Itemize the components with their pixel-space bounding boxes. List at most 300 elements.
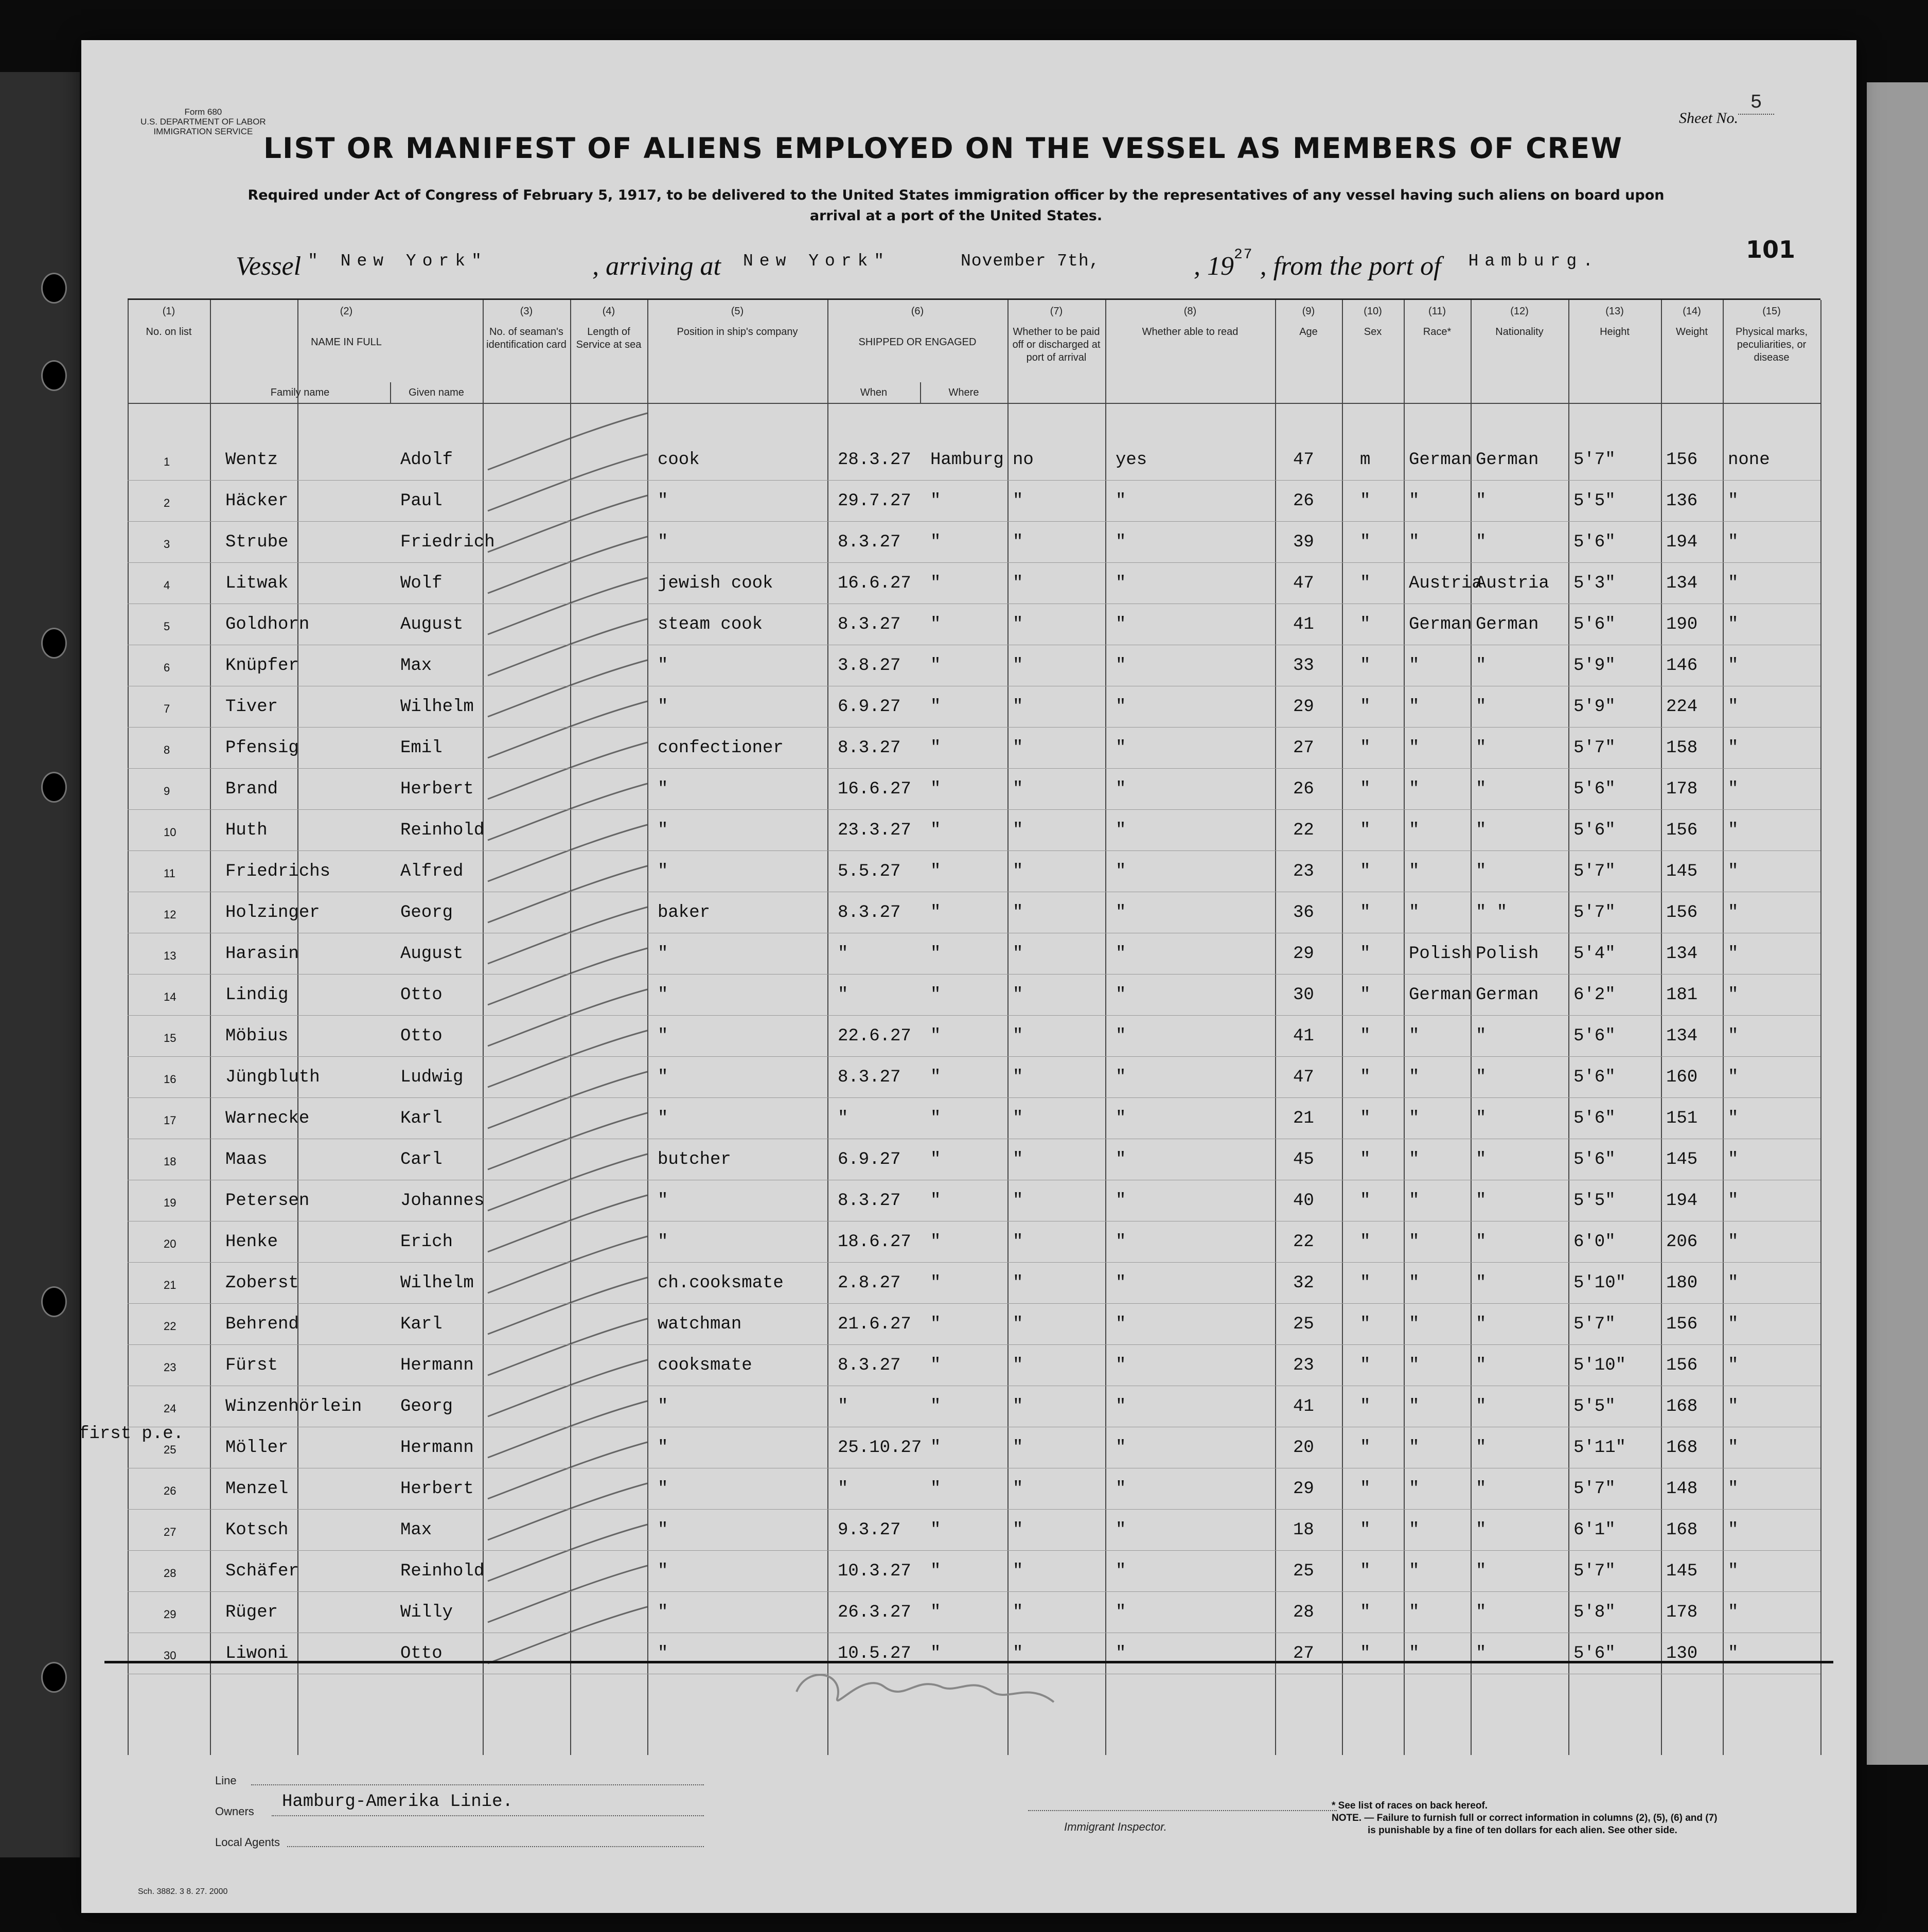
cell-family: Warnecke [225,1109,310,1128]
cell-nationality: " [1476,1356,1487,1375]
left-page-edge [0,72,80,1857]
cell-age: 47 [1293,574,1314,593]
column-header: Sex [1364,326,1382,338]
cell-height: 5'10" [1573,1273,1626,1293]
cell-read: " [1116,1150,1126,1169]
cell-age: 22 [1293,1232,1314,1252]
cell-nationality: German [1476,450,1539,470]
cell-when: 16.6.27 [838,574,911,593]
cell-sex: " [1360,1315,1371,1334]
cell-no: 12 [164,908,176,921]
table-row [128,1221,1820,1262]
cell-read: " [1116,1520,1126,1540]
cell-sex: " [1360,1109,1371,1128]
cell-paid: " [1013,1397,1023,1416]
cell-where: " [930,1026,941,1046]
cell-height: 5'6" [1573,1150,1616,1169]
cell-when: 8.3.27 [838,615,901,634]
cell-race: " [1409,821,1420,840]
cell-read: " [1116,1026,1126,1046]
cell-height: 5'7" [1573,738,1616,758]
binder-hole [41,273,67,304]
cell-read: " [1116,1644,1126,1663]
cell-read: " [1116,491,1126,511]
table-row [128,892,1820,933]
cell-sex: " [1360,1068,1371,1087]
cell-where: " [930,1356,941,1375]
cell-sex: " [1360,697,1371,717]
cell-marks: " [1728,1150,1739,1169]
cell-age: 39 [1293,533,1314,552]
cell-read: " [1116,738,1126,758]
cell-nationality: " [1476,1520,1487,1540]
table-row [128,1550,1820,1591]
cell-paid: " [1013,1562,1023,1581]
cell-height: 5'11" [1573,1438,1626,1458]
cell-position: cooksmate [658,1356,752,1375]
cell-race: " [1409,1315,1420,1334]
cell-no: 20 [164,1237,176,1250]
cell-marks: " [1728,697,1739,717]
cell-nationality: " [1476,1438,1487,1458]
cell-no: 14 [164,990,176,1003]
cell-age: 47 [1293,450,1314,470]
cell-marks: " [1728,985,1739,1005]
cell-family: Winzenhörlein [225,1397,362,1416]
cell-family: Huth [225,821,268,840]
agents-field [287,1846,704,1847]
cell-marks: " [1728,1191,1739,1211]
cell-race: " [1409,1438,1420,1458]
cell-when: " [838,1479,848,1499]
cell-age: 21 [1293,1109,1314,1128]
cell-age: 26 [1293,779,1314,799]
column-number: (11) [1428,306,1446,317]
cell-weight: 168 [1666,1397,1698,1416]
table-row [128,645,1820,686]
cell-nationality: " [1476,1315,1487,1334]
cell-paid: no [1013,450,1034,470]
cell-no: 5 [164,620,170,633]
cell-marks: " [1728,1397,1739,1416]
column-subheader: When [860,387,888,398]
table-row [128,850,1820,892]
cell-given: Georg [400,1397,453,1416]
cell-age: 30 [1293,985,1314,1005]
cell-sex: " [1360,491,1371,511]
cell-paid: " [1013,1191,1023,1211]
departure-port: Hamburg. [1468,252,1600,271]
cell-sex: " [1360,1356,1371,1375]
cell-read: " [1116,862,1126,881]
cell-family: Zoberst [225,1273,299,1293]
cell-family: Pfensig [225,738,299,758]
cell-paid: " [1013,697,1023,717]
cell-weight: 145 [1666,1150,1698,1169]
cell-no: 3 [164,538,170,551]
cell-where: " [930,574,941,593]
cell-family: Rüger [225,1603,278,1622]
cell-weight: 178 [1666,1603,1698,1622]
column-header: Weight [1676,326,1708,338]
cell-family: Strube [225,533,289,552]
cell-position: " [658,1109,668,1128]
cell-given: Reinhold [400,1562,485,1581]
cell-paid: " [1013,779,1023,799]
column-subheader: Family name [270,387,330,398]
cell-sex: " [1360,779,1371,799]
cell-when: 25.10.27 [838,1438,922,1458]
page-number: 101 [1746,236,1796,263]
cell-sex: " [1360,862,1371,881]
column-number: (13) [1605,306,1624,317]
cell-weight: 180 [1666,1273,1698,1293]
cell-where: Hamburg [930,450,1004,470]
inspector-label: Immigrant Inspector. [1064,1820,1167,1833]
cell-no: 22 [164,1320,176,1333]
cell-read: " [1116,903,1126,923]
cell-paid: " [1013,985,1023,1005]
column-number: (10) [1364,306,1382,317]
cell-position: watchman [658,1315,742,1334]
cell-position: cook [658,450,700,470]
cell-height: 5'5" [1573,1191,1616,1211]
column-header: Length of Service at sea [576,326,642,350]
cell-paid: " [1013,656,1023,676]
cell-height: 5'8" [1573,1603,1616,1622]
cell-weight: 156 [1666,1356,1698,1375]
cell-position: " [658,1397,668,1416]
cell-paid: " [1013,615,1023,634]
cell-weight: 224 [1666,697,1698,717]
table-row [128,1427,1820,1468]
inspector-line [1028,1810,1337,1811]
cell-family: Henke [225,1232,278,1252]
cell-no: 9 [164,785,170,797]
cell-nationality: " [1476,1150,1487,1169]
cell-paid: " [1013,862,1023,881]
line-label: Line [215,1774,237,1787]
cell-position: " [658,1644,668,1663]
cell-given: Max [400,1520,432,1540]
footnote [1332,1800,1718,1837]
cell-no: 16 [164,1073,176,1086]
header-rule [128,403,1820,404]
owners-field [272,1815,704,1816]
cell-height: 5'7" [1573,1315,1616,1334]
binder-hole [41,360,67,391]
cell-age: 41 [1293,615,1314,634]
cell-nationality: Polish [1476,944,1539,964]
table-row [128,439,1820,480]
cell-when: " [838,1109,848,1128]
cell-nationality: " [1476,1603,1487,1622]
sheet-number: 5 [1738,92,1774,115]
cell-weight: 168 [1666,1438,1698,1458]
cell-given: Hermann [400,1356,474,1375]
column-header: No. of seaman's identification card [486,326,567,350]
cell-age: 36 [1293,903,1314,923]
cell-age: 27 [1293,738,1314,758]
agents-label: Local Agents [215,1836,280,1849]
cell-given: Reinhold [400,821,485,840]
binder-hole [41,1286,67,1317]
column-subheader: Where [948,387,979,398]
cell-where: " [930,1232,941,1252]
cell-family: Friedrichs [225,862,331,881]
cell-position: baker [658,903,711,923]
cell-age: 29 [1293,944,1314,964]
cell-read: " [1116,1109,1126,1128]
cell-no: 4 [164,579,170,592]
cell-height: 5'7" [1573,903,1616,923]
cell-weight: 146 [1666,656,1698,676]
table-row [128,1468,1820,1509]
cell-paid: " [1013,1273,1023,1293]
cell-read: " [1116,533,1126,552]
arrival-year: 27 [1234,247,1253,263]
cell-age: 41 [1293,1026,1314,1046]
table-row [128,768,1820,809]
cell-nationality: " [1476,491,1487,511]
cell-given: Otto [400,985,443,1005]
cell-sex: " [1360,1438,1371,1458]
table-row [128,562,1820,604]
cell-where: " [930,1603,941,1622]
cell-age: 29 [1293,1479,1314,1499]
column-number: (15) [1762,306,1781,317]
from-port-label: , from the port of [1260,252,1441,281]
cell-paid: " [1013,738,1023,758]
column-header: Race* [1423,326,1452,338]
cell-sex: " [1360,1520,1371,1540]
cell-weight: 145 [1666,862,1698,881]
cell-read: " [1116,821,1126,840]
cell-sex: " [1360,944,1371,964]
cell-position: " [658,862,668,881]
cell-read: " [1116,697,1126,717]
cell-nationality: " [1476,738,1487,758]
cell-paid: " [1013,821,1023,840]
cell-read: " [1116,656,1126,676]
crew-table [128,298,1820,1755]
cell-family: Menzel [225,1479,289,1499]
cell-age: 33 [1293,656,1314,676]
table-row [128,1591,1820,1633]
cell-nationality: " [1476,779,1487,799]
cell-weight: 156 [1666,821,1698,840]
cell-family: Goldhorn [225,615,310,634]
cell-age: 18 [1293,1520,1314,1540]
cell-marks: " [1728,1644,1739,1663]
cell-nationality: " [1476,1109,1487,1128]
table-row [128,1509,1820,1550]
cell-age: 45 [1293,1150,1314,1169]
cell-position: " [658,533,668,552]
cell-sex: " [1360,1562,1371,1581]
cell-height: 5'6" [1573,533,1616,552]
cell-race: " [1409,738,1420,758]
cell-no: 15 [164,1032,176,1044]
cell-nationality: Austria [1476,574,1549,593]
arrival-date: November 7th, [961,252,1100,271]
cell-weight: 134 [1666,574,1698,593]
cell-position: " [658,1562,668,1581]
cell-weight: 156 [1666,450,1698,470]
cell-read: " [1116,1191,1126,1211]
cell-paid: " [1013,533,1023,552]
table-row [128,521,1820,562]
cell-given: Herbert [400,779,474,799]
cell-where: " [930,1150,941,1169]
cell-height: 5'6" [1573,1109,1616,1128]
cell-family: Möbius [225,1026,289,1046]
schedule-number: Sch. 3882. 3 8. 27. 2000 [138,1887,228,1896]
cell-nationality: " [1476,1232,1487,1252]
cell-sex: " [1360,533,1371,552]
cell-age: 27 [1293,1644,1314,1663]
cell-sex: " [1360,1191,1371,1211]
cell-given: Hermann [400,1438,474,1458]
cell-position: ch.cooksmate [658,1273,784,1293]
cell-age: 23 [1293,1356,1314,1375]
cell-when: 9.3.27 [838,1520,901,1540]
cell-marks: " [1728,615,1739,634]
binder-hole [41,1662,67,1693]
cell-where: " [930,821,941,840]
table-row [128,604,1820,645]
table-row [128,1139,1820,1180]
arriving-label: , arriving at [592,252,721,281]
cell-when: 16.6.27 [838,779,911,799]
cell-age: 22 [1293,821,1314,840]
column-number: (12) [1510,306,1529,317]
cell-given: Georg [400,903,453,923]
cell-paid: " [1013,1603,1023,1622]
cell-sex: " [1360,1026,1371,1046]
cell-no: 8 [164,743,170,756]
cell-no: 23 [164,1361,176,1374]
column-number: (3) [520,306,533,317]
cell-when: 26.3.27 [838,1603,911,1622]
cell-nationality: " [1476,1644,1487,1663]
cell-position: confectioner [658,738,784,758]
cell-age: 47 [1293,1068,1314,1087]
cell-family: Lindig [225,985,289,1005]
table-row [128,727,1820,768]
cell-family: Maas [225,1150,268,1169]
cell-given: Wilhelm [400,697,474,717]
cell-sex: " [1360,1479,1371,1499]
cell-paid: " [1013,491,1023,511]
cell-family: Wentz [225,450,278,470]
cell-height: 5'6" [1573,1644,1616,1663]
service-name: IMMIGRATION SERVICE [153,127,253,136]
cell-race: " [1409,533,1420,552]
column-header: NAME IN FULL [311,336,382,348]
cell-position: " [658,697,668,717]
cell-sex: " [1360,615,1371,634]
footnote-penalty: NOTE. — Failure to furnish full or correct information in columns (2), (5), (6) and (7) [1332,1813,1718,1823]
cell-weight: 148 [1666,1479,1698,1499]
cell-where: " [930,779,941,799]
owners-label: Owners [215,1805,254,1818]
column-header: Nationality [1495,326,1544,338]
cell-nationality: German [1476,615,1539,634]
cell-read: " [1116,1315,1126,1334]
cell-sex: " [1360,903,1371,923]
cell-marks: " [1728,1603,1739,1622]
cell-height: 6'1" [1573,1520,1616,1540]
cell-where: " [930,1397,941,1416]
cell-height: 5'6" [1573,779,1616,799]
cell-race: Austria [1409,574,1482,593]
cell-given: Carl [400,1150,443,1169]
cell-given: Friedrich [400,533,495,552]
arriving-port: New York" [743,252,891,271]
cell-marks: " [1728,491,1739,511]
cell-marks: " [1728,1438,1739,1458]
cell-marks: " [1728,779,1739,799]
cell-age: 25 [1293,1562,1314,1581]
cell-where: " [930,1068,941,1087]
cell-sex: " [1360,1150,1371,1169]
table-row [128,1386,1820,1427]
column-number: (14) [1683,306,1701,317]
cell-weight: 134 [1666,1026,1698,1046]
cell-position: " [658,1191,668,1211]
cell-marks: " [1728,1232,1739,1252]
cell-when: 3.8.27 [838,656,901,676]
column-header: Physical marks, peculiarities, or disease [1735,326,1808,363]
cell-no: 21 [164,1279,176,1291]
cell-marks: " [1728,1520,1739,1540]
cell-position: " [658,1479,668,1499]
cell-age: 29 [1293,697,1314,717]
cell-nationality: " [1476,656,1487,676]
column-number: (7) [1050,306,1063,317]
cell-where: " [930,1273,941,1293]
cell-sex: " [1360,656,1371,676]
cell-when: 5.5.27 [838,862,901,881]
cell-nationality: " [1476,1273,1487,1293]
cell-race: " [1409,1603,1420,1622]
cell-race: " [1409,1273,1420,1293]
cell-family: Litwak [225,574,289,593]
cell-height: 6'2" [1573,985,1616,1005]
cell-nationality: " " [1476,903,1508,923]
cell-marks: " [1728,1109,1739,1128]
cell-paid: " [1013,1232,1023,1252]
cell-weight: 130 [1666,1644,1698,1663]
cell-no: 19 [164,1196,176,1209]
cell-paid: " [1013,1644,1023,1663]
cell-weight: 190 [1666,615,1698,634]
cell-race: German [1409,615,1472,634]
footnote-penalty-cont: is punishable by a fine of ten dollars for each alien. See other side. [1368,1825,1677,1836]
cell-nationality: " [1476,697,1487,717]
cell-weight: 151 [1666,1109,1698,1128]
cell-position: " [658,1438,668,1458]
margin-note: first p.e. [79,1424,184,1444]
cell-weight: 206 [1666,1232,1698,1252]
cell-no: 17 [164,1114,176,1127]
cell-when: 2.8.27 [838,1273,901,1293]
cell-weight: 194 [1666,533,1698,552]
cell-read: yes [1116,450,1147,470]
cell-marks: " [1728,533,1739,552]
year-prefix: , 19 [1194,252,1234,281]
